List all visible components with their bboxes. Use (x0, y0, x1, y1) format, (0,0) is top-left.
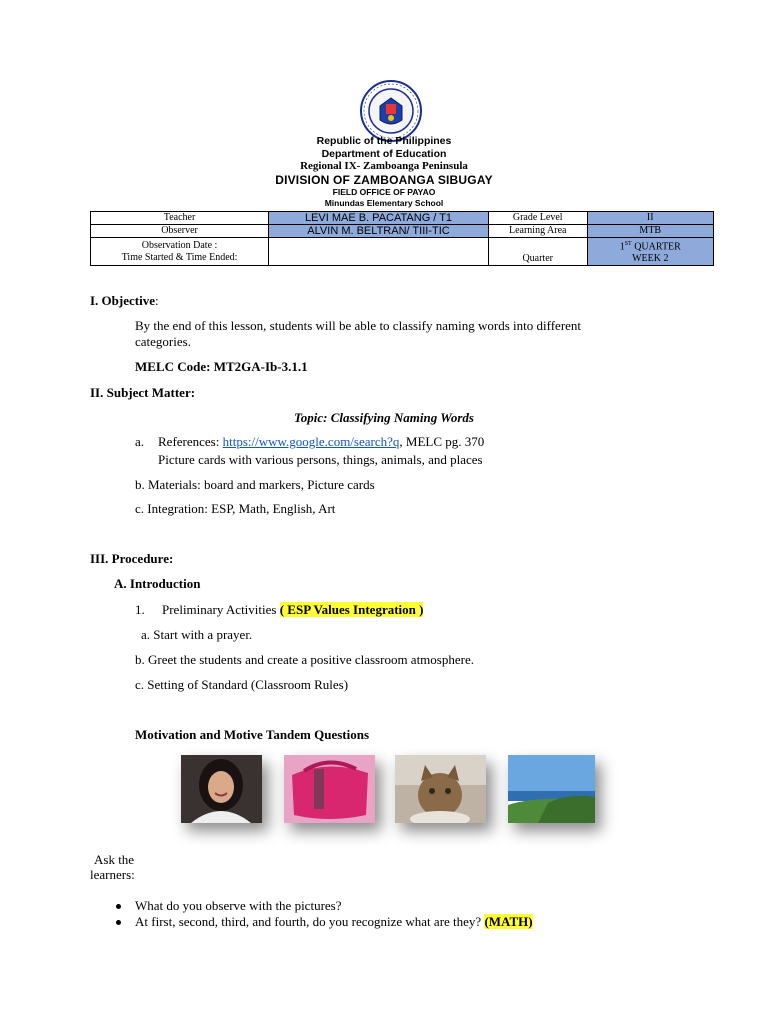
objective-line1: By the end of this lesson, students will be able to classify naming words into different (135, 318, 582, 333)
observation-date-label: Observation Date : (141, 239, 218, 251)
landscape-photo (508, 755, 595, 823)
quarter-sup: ST (624, 241, 632, 247)
esp-highlight: ( ESP Values Integration ) (279, 602, 424, 617)
quarter-word: QUARTER (631, 241, 681, 253)
quarter-value (587, 238, 713, 266)
header-division: DIVISION OF ZAMBOANGA SIBUGAY (275, 173, 493, 187)
prelim-line: Preliminary Activities ( ESP Values Integration ) (162, 602, 424, 617)
question-1: What do you observe with the pictures? (135, 898, 342, 913)
teacher-label: Teacher (91, 212, 269, 225)
ask-line1: Ask the (94, 852, 135, 867)
header-school: Minundas Elementary School (324, 198, 444, 208)
header-republic: Republic of the Philippines (316, 135, 452, 147)
pink-bag-photo (284, 755, 375, 823)
header-region: Regional IX- Zamboanga Peninsula (300, 160, 468, 172)
teacher-value: LEVI MAE B. PACATANG / T1 (269, 212, 489, 225)
references-line: References: https://www.google.com/search?q, MELC pg. 370 (158, 434, 485, 449)
math-highlight: (MATH) (484, 914, 533, 929)
cat-photo (395, 755, 486, 823)
reference-link[interactable]: https://www.google.com/search?q (222, 434, 400, 449)
integration-line: c. Integration: ESP, Math, English, Art (135, 501, 336, 516)
person-photo (181, 755, 262, 823)
observation-date-cell (91, 238, 269, 266)
references-line2: Picture cards with various persons, things, animals, and places (158, 452, 483, 467)
observation-info-table (90, 211, 714, 266)
objective-heading: I. Objective: (90, 293, 159, 308)
melc-code: MELC Code: MT2GA-Ib-3.1.1 (135, 359, 308, 374)
materials-line: b. Materials: board and markers, Picture cards (135, 477, 375, 492)
procedure-heading: III. Procedure: (90, 551, 174, 566)
grade-label: Grade Level (488, 212, 587, 225)
topic-title: Topic: Classifying Naming Words (294, 410, 474, 425)
observation-date-value (269, 238, 489, 266)
ask-line2: learners: (90, 867, 135, 882)
prelim-marker: 1. (135, 602, 145, 617)
time-label: Time Started & Time Ended: (121, 251, 238, 263)
question-2: At first, second, third, and fourth, do you recognize what are they? (MATH) (135, 914, 533, 929)
week-value: WEEK 2 (632, 253, 669, 265)
quarter-label: Quarter (488, 238, 587, 266)
learning-area-label: Learning Area (488, 225, 587, 238)
bullet-icon (116, 920, 121, 925)
observer-value: ALVIN M. BELTRAN/ TIII-TIC (269, 225, 489, 238)
step-b: b. Greet the students and create a positive classroom atmosphere. (135, 652, 474, 667)
observer-label: Observer (91, 225, 269, 238)
grade-value: II (587, 212, 713, 225)
header-department: Department of Education (321, 148, 447, 160)
motivation-heading: Motivation and Motive Tandem Questions (135, 727, 370, 742)
step-a: a. Start with a prayer. (141, 627, 253, 642)
quarter-num: 1 (619, 241, 625, 253)
learning-area-value: MTB (587, 225, 713, 238)
header-field-office: FIELD OFFICE OF PAYAO (332, 187, 436, 197)
introduction-heading: A. Introduction (114, 576, 201, 591)
step-c: c. Setting of Standard (Classroom Rules) (135, 677, 349, 692)
subject-heading: II. Subject Matter: (90, 385, 196, 400)
deped-seal-icon (360, 80, 422, 142)
bullet-icon (116, 904, 121, 909)
objective-line2: categories. (135, 334, 191, 349)
references-marker: a. (135, 434, 145, 449)
